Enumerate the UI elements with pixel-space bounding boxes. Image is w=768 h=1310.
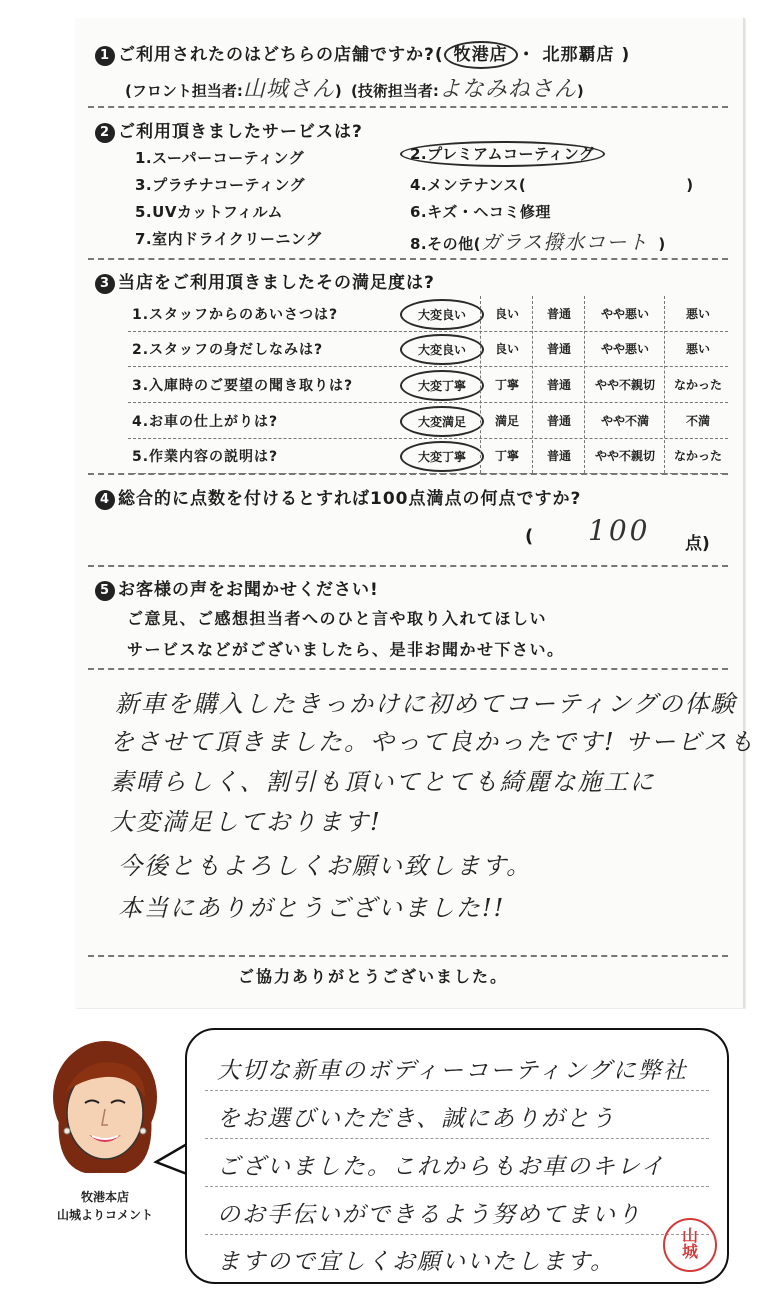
staff-reply-bubble [185, 1028, 729, 1284]
reply-line: ございました。これからもお車のキレイ [217, 1154, 666, 1180]
customer-comment-line: をさせて頂きました。やって良かったです! サービスも [110, 728, 756, 756]
other-service-value: ガラス撥水コート [481, 230, 649, 254]
satisfaction-option: 不満 [685, 414, 710, 428]
q1-store-other: ・ 北那覇店 ) [517, 45, 631, 65]
avatar-caption-name: 山城よりコメント [56, 1208, 153, 1222]
table-row-divider [128, 366, 728, 367]
divider [88, 473, 728, 475]
service-item: 6.キズ・ヘコミ修理 [410, 203, 551, 221]
satisfaction-option: 丁寧 [494, 378, 519, 392]
satisfaction-option: やや不親切 [594, 378, 655, 392]
satisfaction-row-label: 4.お車の仕上がりは? [132, 414, 279, 430]
divider [88, 565, 728, 567]
satisfaction-option: やや悪い [600, 307, 649, 321]
ruled-line [205, 1138, 709, 1139]
q3-question: 3 当店をご利用頂きましたその満足度は? [95, 268, 435, 294]
tech-staff-name: よなみねさん [438, 77, 577, 102]
satisfaction-option: やや悪い [600, 342, 649, 356]
staff-portrait-icon [45, 1035, 165, 1185]
satisfaction-row-label: 5.作業内容の説明は? [132, 449, 279, 465]
customer-comment-line: 本当にありがとうございました!! [118, 894, 506, 922]
divider [88, 955, 728, 957]
customer-comment-line: 大変満足しております! [110, 808, 382, 836]
satisfaction-option: 良い [494, 342, 519, 356]
divider [88, 668, 728, 670]
satisfaction-option-selected: 大変満足 [400, 406, 484, 437]
q5-number-icon: 5 [95, 581, 115, 601]
q4-question: 4 総合的に点数を付けるとすれば100点満点の何点ですか? [95, 484, 581, 510]
service-item: 7.室内ドライクリーニング [135, 230, 322, 248]
table-row-divider [128, 438, 728, 439]
q4-number-icon: 4 [95, 490, 115, 510]
table-row-divider [128, 402, 728, 403]
table-column-divider [664, 296, 665, 473]
service-item: 4.メンテナンス( ) [410, 176, 694, 194]
satisfaction-row-label: 3.入庫時のご要望の聞き取りは? [132, 378, 354, 394]
satisfaction-option: 普通 [546, 307, 571, 321]
customer-comment-line: 新車を購入したきっかけに初めてコーティングの体験 [115, 690, 737, 718]
satisfaction-option: 良い [494, 307, 519, 321]
reply-line: をお選びいただき、誠にありがとう [217, 1106, 617, 1132]
satisfaction-option: 普通 [546, 414, 571, 428]
q2-number-icon: 2 [95, 123, 115, 143]
q1-question: 1 ご利用されたのはどちらの店舗ですか?( 牧港店 ・ 北那覇店 ) [95, 40, 630, 66]
q2-question: 2 ご利用頂きましたサービスは? [95, 117, 363, 143]
thanks-footer: ご協力ありがとうございました。 [238, 967, 509, 986]
score-unit: 点) [685, 534, 710, 554]
q5-question: 5 お客様の声をお聞かせください! [95, 575, 379, 601]
satisfaction-option: 普通 [546, 378, 571, 392]
q1-staff-line: (フロント担当者:山城さん) (技術担当者:よなみねさん) [125, 77, 584, 102]
satisfaction-option: なかった [673, 378, 722, 392]
divider [88, 106, 728, 108]
service-item-selected: 2.プレミアムコーティング [400, 143, 605, 164]
ruled-line [205, 1090, 709, 1091]
q1-store-selected: 牧港店 [444, 41, 518, 69]
table-column-divider [532, 296, 533, 473]
reply-line: のお手伝いができるよう努めてまいり [217, 1202, 642, 1228]
customer-comment-line: 今後ともよろしくお願い致します。 [118, 852, 533, 880]
satisfaction-option: やや不満 [600, 414, 649, 428]
customer-comment-line: 素晴らしく、割引も頂いてとても綺麗な施工に [110, 768, 656, 796]
q5-instruction-2: サービスなどがございましたら、是非お聞かせ下さい。 [127, 640, 565, 659]
service-item-other: 8.その他(ガラス撥水コート ) [410, 230, 666, 254]
satisfaction-row-label: 1.スタッフからのあいさつは? [132, 307, 339, 323]
q1-number-icon: 1 [95, 46, 115, 66]
satisfaction-option: 悪い [685, 307, 710, 321]
satisfaction-option: やや不親切 [594, 449, 655, 463]
satisfaction-option: 満足 [494, 414, 519, 428]
divider [88, 258, 728, 260]
satisfaction-option-selected: 大変良い [400, 334, 484, 365]
table-column-divider [584, 296, 585, 473]
reply-line: 大切な新車のボディーコーティングに弊社 [217, 1058, 688, 1084]
satisfaction-option: 普通 [546, 449, 571, 463]
satisfaction-option-selected: 大変丁寧 [400, 370, 484, 401]
avatar-caption-store: 牧港本店 [80, 1190, 129, 1204]
service-item: 1.スーパーコーティング [135, 149, 305, 167]
reply-line: ますので宜しくお願いいたします。 [217, 1249, 616, 1275]
satisfaction-option: 丁寧 [494, 449, 519, 463]
table-column-divider [480, 296, 481, 473]
satisfaction-option-selected: 大変良い [400, 299, 484, 330]
satisfaction-row-label: 2.スタッフの身だしなみは? [132, 342, 324, 358]
ruled-line [205, 1234, 709, 1235]
service-item: 3.プラチナコーティング [135, 176, 306, 194]
satisfaction-option: 普通 [546, 342, 571, 356]
ruled-line [205, 1186, 709, 1187]
front-staff-name: 山城さん [242, 77, 335, 102]
satisfaction-option-selected: 大変丁寧 [400, 441, 484, 472]
avatar [45, 1035, 165, 1185]
table-row-divider [128, 331, 728, 332]
service-item: 5.UVカットフィルム [135, 203, 284, 221]
q4-open-paren: ( [525, 526, 534, 547]
name-seal-stamp: 山城 [663, 1218, 717, 1272]
q3-number-icon: 3 [95, 274, 115, 294]
satisfaction-option: 悪い [685, 342, 710, 356]
score-value: 100 [588, 514, 651, 547]
satisfaction-option: なかった [673, 449, 722, 463]
q5-instruction-1: ご意見、ご感想担当者へのひと言や取り入れてほしい [127, 609, 548, 628]
